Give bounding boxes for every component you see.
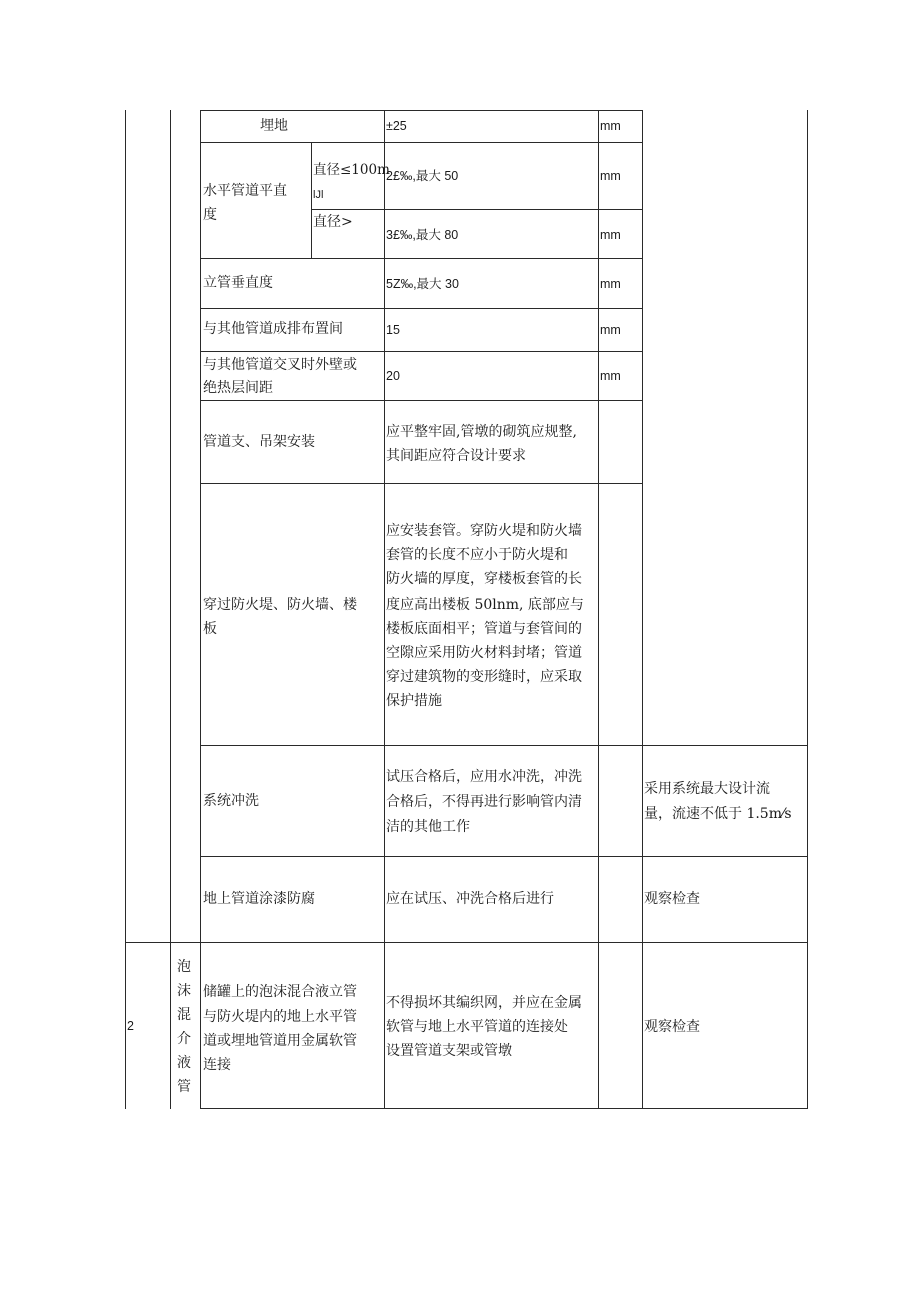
sub1-label-line1: 直径≤100m xyxy=(313,162,390,178)
grid-line xyxy=(170,110,171,1109)
category-label xyxy=(172,955,196,1099)
category-char: 泡 xyxy=(177,959,191,975)
grid-line xyxy=(807,110,808,1109)
req-penetration-line: 穿过建筑物的变形缝时，应采取 xyxy=(386,669,582,685)
value-parallel: 15 xyxy=(386,323,400,337)
sub2-unit: mm xyxy=(600,228,621,242)
req-supports-line2: 其间距应符合设计要求 xyxy=(386,448,526,464)
req-penetration-line: 保护措施 xyxy=(386,693,442,709)
item-parallel: 与其他管道成排布置间 xyxy=(203,321,343,337)
unit-crossing: mm xyxy=(600,369,621,383)
row-number: 2 xyxy=(127,1019,134,1033)
req-penetration-line: 防火墙的厚度，穿楼板套管的长 xyxy=(386,571,582,587)
item-buried: 埋地 xyxy=(260,118,288,134)
grid-line xyxy=(311,142,312,258)
req-flushing-line3: 洁的其他工作 xyxy=(386,819,470,835)
item-penetration-line2: 板 xyxy=(203,621,217,637)
category-char: 介 xyxy=(177,1031,191,1047)
sub1-label-line2: lJl xyxy=(313,189,324,201)
req-flushing-line1: 试压合格后，应用水冲洗，冲洗 xyxy=(386,769,582,785)
grid-line xyxy=(125,942,808,943)
unit-parallel: mm xyxy=(600,323,621,337)
item-foam-line: 与防火堤内的地上水平管 xyxy=(203,1009,357,1025)
item-foam-line: 连接 xyxy=(203,1057,231,1073)
method-flushing-line1: 采用系统最大设计流 xyxy=(644,781,770,797)
req-foam-line: 不得损坏其编织网，并应在金属 xyxy=(386,995,582,1011)
grid-line xyxy=(200,483,643,484)
sub2-value: 3£‰,最大 80 xyxy=(386,228,459,242)
category-char: 管 xyxy=(177,1079,191,1095)
req-penetration-line: 空隙应采用防火材料封堵；管道 xyxy=(386,645,582,661)
grid-line xyxy=(200,856,808,857)
sub2-label: 直径> xyxy=(313,214,353,230)
req-penetration-line: 楼板底面相平；管道与套管间的 xyxy=(386,621,582,637)
req-flushing-line2: 合格后，不得再进行影响管内清 xyxy=(386,794,582,810)
item-foam-line: 道或埋地管道用金属软管 xyxy=(203,1033,357,1049)
grid-line xyxy=(642,110,643,1109)
unit-vertical: mm xyxy=(600,277,621,291)
item-crossing-line2: 绝热层间距 xyxy=(203,380,273,396)
category-char: 沫 xyxy=(177,983,191,999)
req-penetration-line: 度应高出楼板 50lnm, 底部应与 xyxy=(386,597,584,613)
req-foam-line: 软管与地上水平管道的连接处 xyxy=(386,1019,568,1035)
value-vertical: 5Z‰,最大 30 xyxy=(386,277,459,291)
grid-line xyxy=(200,258,643,259)
item-crossing-line1: 与其他管道交叉时外壁或 xyxy=(203,357,357,373)
item-supports: 管道支、吊架安装 xyxy=(203,434,315,450)
grid-line xyxy=(200,142,643,143)
category-char: 混 xyxy=(177,1007,191,1023)
grid-line xyxy=(200,110,643,111)
item-painting: 地上管道涂漆防腐 xyxy=(203,891,315,907)
grid-line xyxy=(200,745,808,746)
category-char: 液 xyxy=(177,1055,191,1071)
grid-line xyxy=(200,351,643,352)
item-horizontal-line1: 水平管道平直 xyxy=(203,183,287,199)
sub1-unit: mm xyxy=(600,169,621,183)
grid-line xyxy=(200,110,201,1109)
req-penetration-line: 套管的长度不应小于防火堤和 xyxy=(386,547,568,563)
grid-line xyxy=(598,110,599,1109)
grid-line xyxy=(200,308,643,309)
value-buried: ±25 xyxy=(386,119,407,133)
method-flushing-line2: 量，流速不低于 1.5m⁄s xyxy=(644,806,792,822)
grid-line xyxy=(200,1108,808,1109)
value-crossing: 20 xyxy=(386,369,400,383)
item-penetration-line1: 穿过防火堤、防火墙、楼 xyxy=(203,597,357,613)
sub1-value: 2£‰,最大 50 xyxy=(386,169,459,183)
grid-line xyxy=(200,400,643,401)
item-flushing: 系统冲洗 xyxy=(203,793,259,809)
method-painting: 观察检查 xyxy=(644,891,700,907)
req-painting: 应在试压、冲洗合格后进行 xyxy=(386,891,554,907)
grid-line xyxy=(311,209,643,210)
grid-line xyxy=(384,110,385,1109)
req-foam-line: 设置管道支架或管墩 xyxy=(386,1043,512,1059)
item-foam-line: 储罐上的泡沫混合液立管 xyxy=(203,984,357,1000)
req-supports-line1: 应平整牢固,管墩的砌筑应规整, xyxy=(386,424,577,440)
method-foam: 观察检查 xyxy=(644,1019,700,1035)
grid-line xyxy=(125,110,126,1109)
item-horizontal-line2: 度 xyxy=(203,207,217,223)
req-penetration-line: 应安装套管。穿防火堤和防火墙 xyxy=(386,523,582,539)
unit-buried: mm xyxy=(600,119,621,133)
item-vertical: 立管垂直度 xyxy=(203,275,273,291)
